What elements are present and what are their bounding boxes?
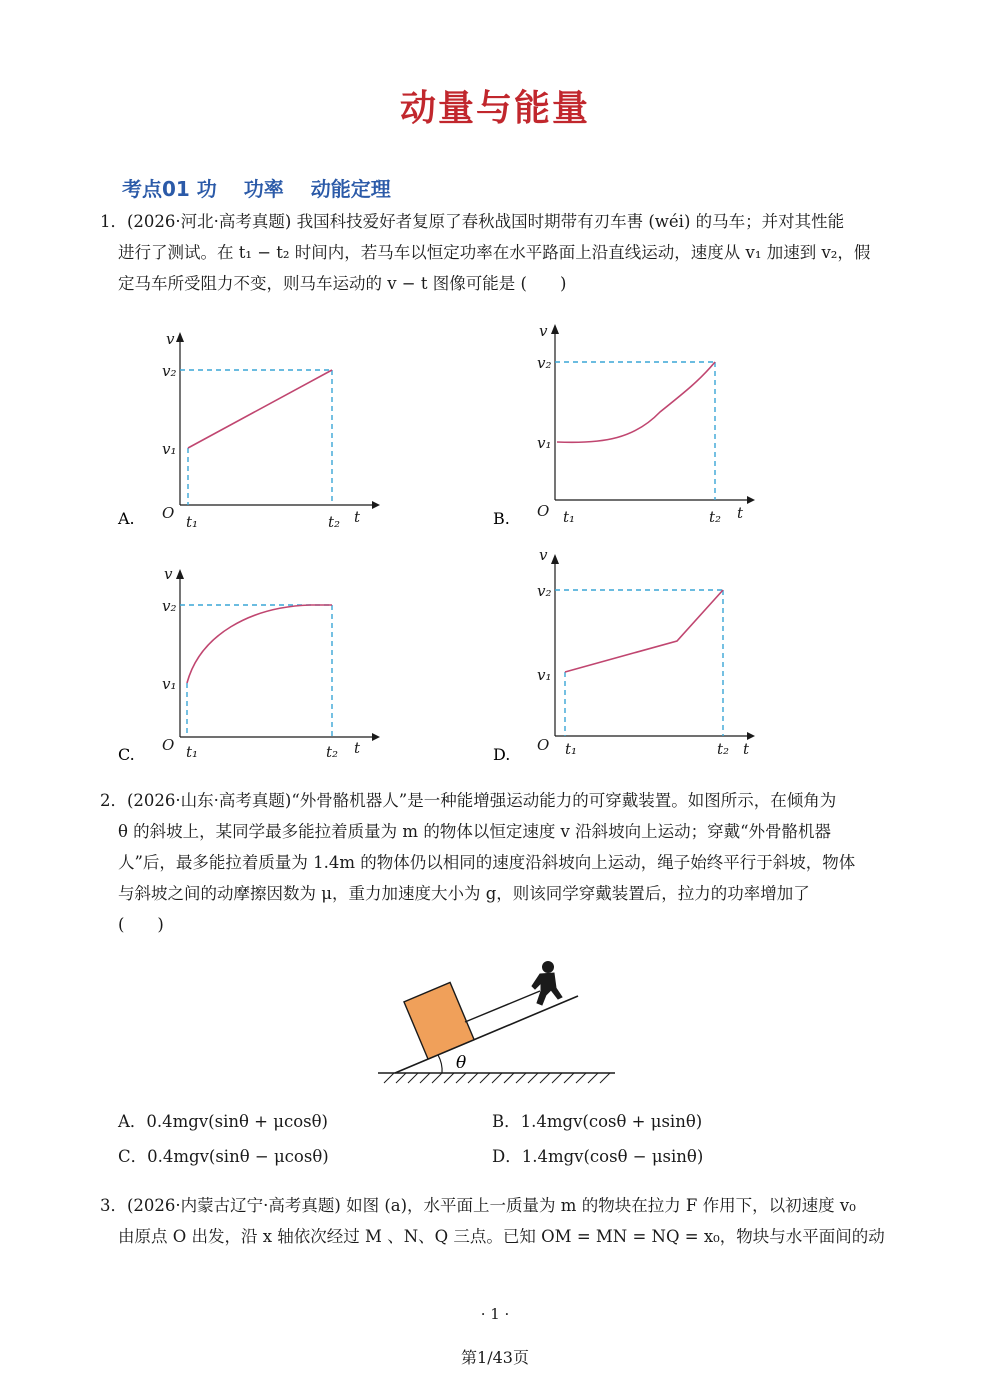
- x-axis-arrow: [372, 501, 380, 509]
- q2-option-c[interactable]: C．0.4mgv(sinθ − μcosθ): [118, 1147, 329, 1166]
- origin-label: O: [537, 736, 550, 754]
- graph-option-d: [485, 540, 765, 770]
- v1-label: v₁: [162, 440, 177, 458]
- v2-label: v₂: [162, 597, 177, 615]
- y-axis-label: v: [539, 546, 548, 564]
- graph-option-a: [110, 320, 390, 540]
- q3-line: 3．(2026·内蒙古辽宁·高考真题) 如图 (a)，水平面上一质量为 m 的物块在拉力 F 作用下，以初速度 v₀: [100, 1196, 856, 1215]
- t2-label: t₂: [326, 743, 339, 761]
- q2-line: 2．(2026·山东·高考真题)“外骨骼机器人”是一种能增强运动能力的可穿戴装置。如图所示，在倾角为: [100, 791, 837, 810]
- q3-line: 由原点 O 出发，沿 x 轴依次经过 M 、N、Q 三点。已知 OM = MN = NQ = x₀，物块与水平面间的动: [118, 1227, 885, 1246]
- x-axis-arrow: [747, 732, 755, 740]
- v-t-curve: [557, 362, 715, 442]
- option-label: C.: [118, 745, 135, 764]
- t1-label: t₁: [565, 740, 578, 758]
- v2-label: v₂: [537, 354, 552, 372]
- origin-label: O: [537, 502, 550, 520]
- t1-label: t₁: [563, 508, 576, 526]
- option-label: D.: [493, 745, 511, 764]
- q2-line: 与斜坡之间的动摩擦因数为 μ，重力加速度大小为 g，则该同学穿戴装置后，拉力的功率增加了: [118, 884, 810, 903]
- x-axis-arrow: [372, 733, 380, 741]
- option-label: B.: [493, 509, 510, 528]
- question-1-text: [100, 206, 910, 299]
- question-3-text: [100, 1190, 910, 1252]
- t1-label: t₁: [186, 513, 199, 531]
- x-axis-arrow: [747, 496, 755, 504]
- x-axis-label: t: [743, 740, 750, 758]
- incline-figure: [370, 955, 620, 1085]
- y-axis-arrow: [551, 554, 559, 564]
- option-label: A.: [118, 509, 135, 528]
- q1-line: 1．(2026·河北·高考真题) 我国科技爱好者复原了春秋战国时期带有刃车軎 (wéi) 的马车；并对其性能: [100, 212, 845, 231]
- y-axis-arrow: [551, 324, 559, 334]
- ground-hatching: [384, 1073, 610, 1083]
- v2-label: v₂: [537, 582, 552, 600]
- v1-label: v₁: [537, 434, 552, 452]
- v-t-curve: [565, 590, 723, 672]
- angle-label: θ: [456, 1053, 467, 1073]
- v-t-curve: [188, 370, 332, 448]
- q2-line: 人”后，最多能拉着质量为 1.4m 的物体仍以相同的速度沿斜坡向上运动，绳子始终平行于斜坡，物体: [118, 853, 856, 872]
- t2-label: t₂: [709, 508, 722, 526]
- page-title: 动量与能量: [399, 88, 590, 129]
- x-axis-label: t: [737, 504, 744, 522]
- origin-label: O: [162, 736, 175, 754]
- q2-option-d[interactable]: D．1.4mgv(cosθ − μsinθ): [492, 1147, 704, 1166]
- page-number: · 1 ·: [480, 1305, 510, 1323]
- v1-label: v₁: [537, 666, 552, 684]
- t2-label: t₂: [328, 513, 341, 531]
- q2-option-a[interactable]: A．0.4mgv(sinθ + μcosθ): [118, 1112, 328, 1131]
- v2-label: v₂: [162, 362, 177, 380]
- y-axis-arrow: [176, 332, 184, 342]
- v1-label: v₁: [162, 675, 177, 693]
- person-icon: [532, 962, 562, 1006]
- angle-arc: [438, 1055, 442, 1073]
- question-2-text: [100, 785, 910, 940]
- x-axis-label: t: [354, 508, 361, 526]
- origin-label: O: [162, 504, 175, 522]
- q2-line: ( ): [118, 915, 164, 934]
- t2-label: t₂: [717, 740, 730, 758]
- q1-line: 定马车所受阻力不变，则马车运动的 v − t 图像可能是 ( ): [118, 274, 567, 293]
- block: [404, 982, 474, 1059]
- q2-line: θ 的斜坡上，某同学最多能拉着质量为 m 的物体以恒定速度 v 沿斜坡向上运动；穿戴“外骨骼机器: [118, 822, 832, 841]
- t1-label: t₁: [186, 743, 199, 761]
- graph-option-b: [485, 312, 765, 537]
- graph-option-c: [110, 555, 390, 770]
- q1-line: 进行了测试。在 t₁ − t₂ 时间内，若马车以恒定功率在水平路面上沿直线运动，速度从 v₁ 加速到 v₂，假: [118, 243, 871, 262]
- y-axis-label: v: [539, 322, 548, 340]
- q2-option-b[interactable]: B．1.4mgv(cosθ + μsinθ): [492, 1112, 703, 1131]
- v-t-curve: [187, 605, 332, 683]
- y-axis-label: v: [166, 330, 175, 348]
- x-axis-label: t: [354, 739, 361, 757]
- y-axis-label: v: [164, 565, 173, 583]
- y-axis-arrow: [176, 569, 184, 579]
- section-heading: 考点01 功 功率 动能定理: [122, 177, 391, 201]
- page-count: 第1/43页: [461, 1348, 529, 1367]
